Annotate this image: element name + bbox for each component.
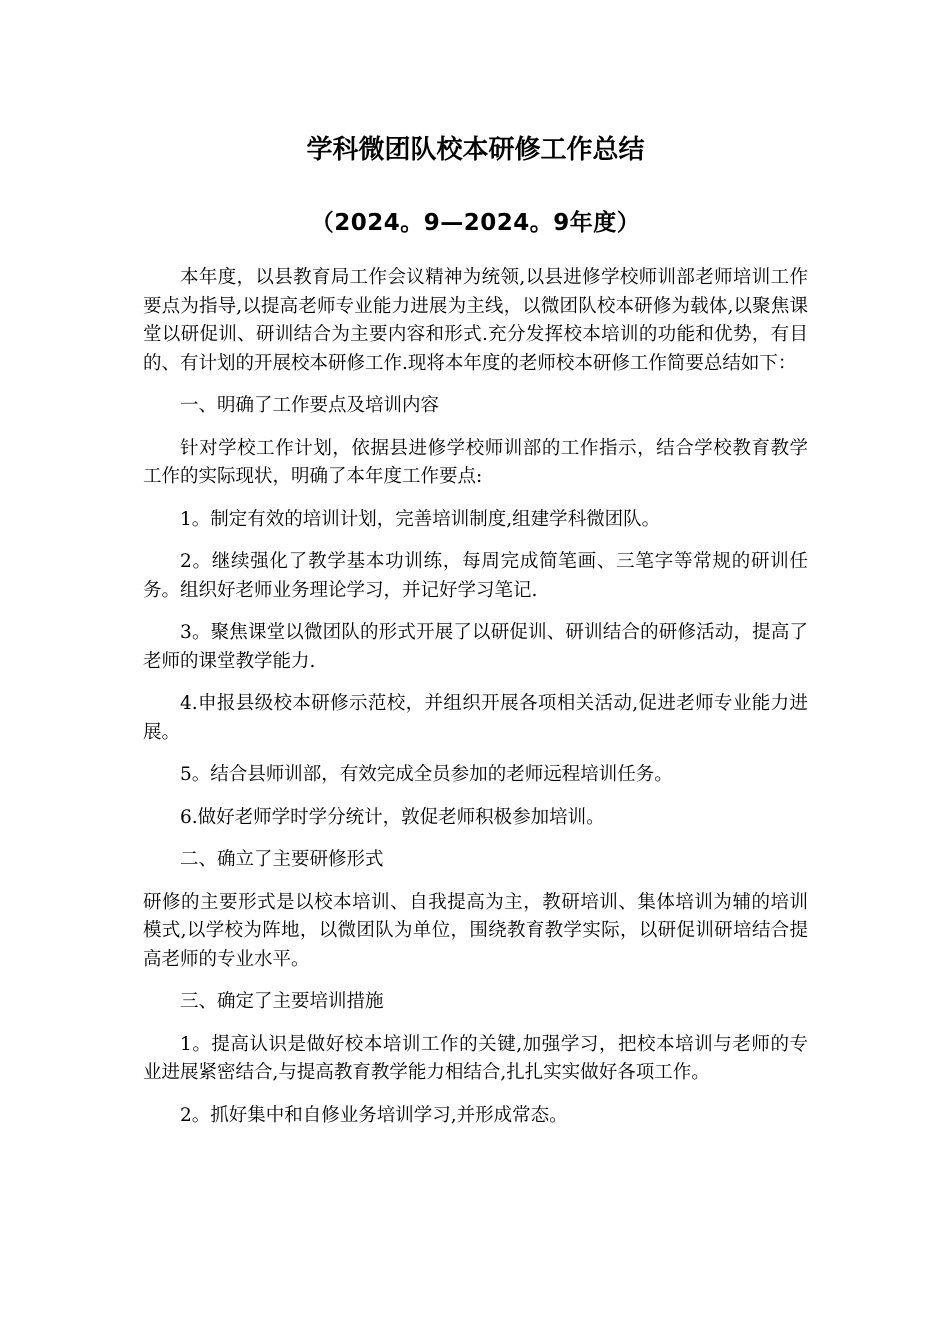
document-subtitle: （2024。9—2024。9年度） [310, 210, 641, 236]
list-item-2: 2。继续强化了教学基本功训练，每周完成简笔画、三笔字等常规的研训任务。组织好老师业务理论学习，并记好学习笔记. [143, 551, 808, 601]
measure-item-2: 2。抓好集中和自修业务培训学习,并形成常态。 [180, 1104, 568, 1126]
document-body [143, 264, 808, 1130]
list-item-4: 4.申报县级校本研修示范校，并组织开展各项相关活动,促进老师专业能力进展。 [143, 693, 808, 743]
section-heading-1: 一、明确了工作要点及培训内容 [180, 395, 440, 416]
list-item-5: 5。结合县师训部，有效完成全员参加的老师远程培训任务。 [180, 764, 673, 785]
list-item-3: 3。聚焦课堂以微团队的形式开展了以研促训、研训结合的研修活动，提高了老师的课堂教学能力. [143, 622, 808, 672]
paragraph-section-2: 研修的主要形式是以校本培训、自我提高为主，教研培训、集体培训为辅的培训模式,以学校为阵地，以微团队为单位，围绕教育教学实际，以研促训研培结合提高老师的专业水平。 [143, 891, 808, 970]
section-heading-3: 三、确定了主要培训措施 [180, 991, 384, 1012]
list-item-1: 1。制定有效的培训计划，完善培训制度,组建学科微团队。 [180, 508, 661, 530]
list-item-6: 6.做好老师学时学分统计，敦促老师积极参加培训。 [180, 806, 605, 828]
paragraph-section-1: 针对学校工作计划，依据县进修学校师训部的工作指示，结合学校教育教学工作的实际现状，明确了本年度工作要点: [143, 437, 808, 487]
paragraph-intro: 本年度，以县教育局工作会议精神为统领,以县进修学校师训部老师培训工作要点为指导,以提高老师专业能力进展为主线，以微团队校本研修为载体,以聚焦课堂以研促训、研训结合为主要内容和形式.充分发挥校本培训的功能和优势，有目的、有计划的开展校本研修工作.现将本年度的老师校本研修工作简要总结如下： [143, 267, 808, 374]
measure-item-1: 1。提高认识是做好校本培训工作的关键,加强学习，把校本培训与老师的专业进展紧密结合,与提高教育教学能力相结合,扎扎实实做好各项工作。 [143, 1033, 808, 1083]
section-heading-2: 二、确立了主要研修形式 [180, 849, 384, 870]
document-content [143, 130, 808, 1144]
document-title: 学科微团队校本研修工作总结 [306, 135, 645, 165]
